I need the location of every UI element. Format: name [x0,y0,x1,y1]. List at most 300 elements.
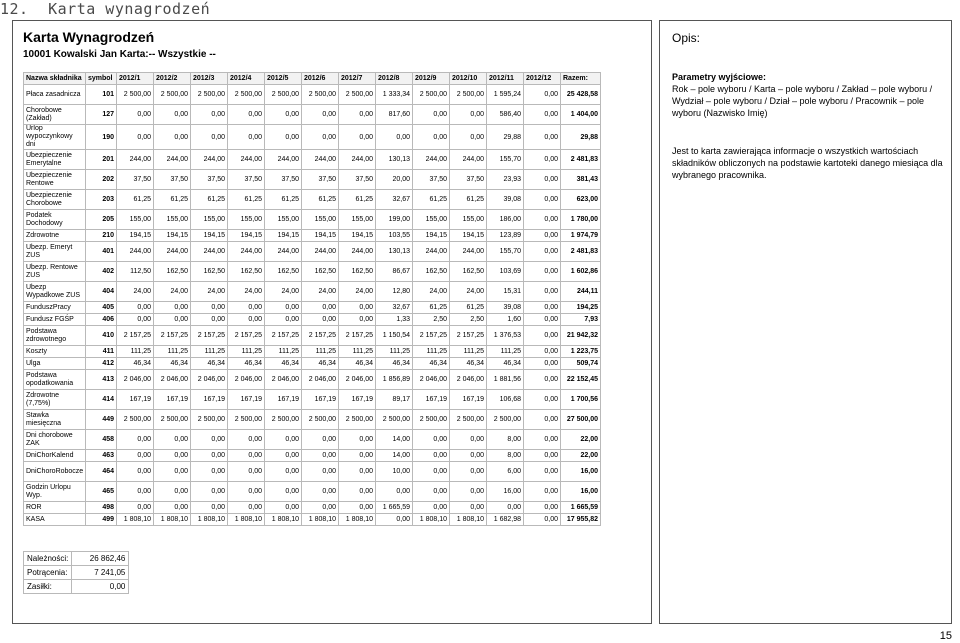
month-value: 0,00 [154,430,191,450]
month-value: 0,00 [524,482,561,502]
month-value: 194,15 [117,230,154,242]
table-row [24,125,601,150]
month-value: 2 157,25 [450,326,487,346]
row-total: 29,88 [561,125,601,150]
month-value: 32,67 [376,190,413,210]
month-value: 46,34 [191,358,228,370]
row-total: 2 481,83 [561,242,601,262]
month-value: 0,00 [524,190,561,210]
month-value: 0,00 [191,125,228,150]
column-header: 2012/10 [450,73,487,85]
params-text: Rok – pole wyboru / Karta – pole wyboru / Zakład – pole wyboru / Wydział – pole wyboru / Dział – pole wyboru / Pracownik – pole wyboru (Nazwisko Imię) [672,84,933,118]
month-value: 111,25 [117,346,154,358]
month-value: 0,00 [265,302,302,314]
month-value: 2 500,00 [154,410,191,430]
month-value: 0,00 [265,482,302,502]
month-value: 37,50 [339,170,376,190]
component-name: DniChorKalend [24,450,86,462]
table-row [24,370,601,390]
month-value: 0,00 [117,482,154,502]
component-symbol: 127 [86,105,117,125]
component-name: Ubezpieczenie Emerytalne [24,150,86,170]
component-name: Płaca zasadnicza [24,85,86,105]
table-header-row [24,73,601,85]
month-value: 162,50 [265,262,302,282]
month-value: 244,00 [228,242,265,262]
month-value: 0,00 [524,170,561,190]
month-value: 2 500,00 [191,85,228,105]
row-total: 25 428,58 [561,85,601,105]
row-total: 17 955,82 [561,514,601,526]
month-value: 0,00 [524,210,561,230]
row-total: 2 481,83 [561,150,601,170]
month-value: 2 500,00 [117,410,154,430]
month-value: 61,25 [339,190,376,210]
column-header: symbol [86,73,117,85]
month-value: 244,00 [191,150,228,170]
component-symbol: 202 [86,170,117,190]
month-value: 24,00 [154,282,191,302]
month-value: 0,00 [339,450,376,462]
month-value: 32,67 [376,302,413,314]
month-value: 817,60 [376,105,413,125]
month-value: 162,50 [339,262,376,282]
month-value: 0,00 [302,502,339,514]
report-frame [12,20,652,624]
month-value: 0,00 [265,450,302,462]
component-name: Ubezp Wypadkowe ZUS [24,282,86,302]
month-value: 1,60 [487,314,524,326]
summary [23,551,129,594]
month-value: 61,25 [450,190,487,210]
column-header: Nazwa składnika [24,73,86,85]
month-value: 0,00 [524,242,561,262]
month-value: 0,00 [265,430,302,450]
month-value: 162,50 [154,262,191,282]
month-value: 167,19 [154,390,191,410]
summary-value: 7 241,05 [72,566,129,580]
summary-label: Zasiłki: [24,580,72,594]
month-value: 155,00 [154,210,191,230]
month-value: 0,00 [117,462,154,482]
month-value: 0,00 [117,125,154,150]
month-value: 0,00 [191,482,228,502]
month-value: 111,25 [376,346,413,358]
month-value: 0,00 [117,502,154,514]
month-value: 46,34 [450,358,487,370]
component-symbol: 404 [86,282,117,302]
month-value: 10,00 [376,462,413,482]
month-value: 123,89 [487,230,524,242]
month-value: 0,00 [524,326,561,346]
month-value: 0,00 [228,314,265,326]
summary-table [23,551,129,594]
month-value: 46,34 [154,358,191,370]
component-name: Podstawa opodatkowania [24,370,86,390]
month-value: 0,00 [524,282,561,302]
table-row [24,450,601,462]
summary-value: 0,00 [72,580,129,594]
table-row [24,242,601,262]
month-value: 194,15 [302,230,339,242]
month-value: 244,00 [413,242,450,262]
section-number: 12. [0,0,29,18]
table-row [24,502,601,514]
month-value: 37,50 [228,170,265,190]
month-value: 244,00 [450,150,487,170]
component-symbol: 498 [86,502,117,514]
component-symbol: 410 [86,326,117,346]
table-row [24,314,601,326]
month-value: 0,00 [265,314,302,326]
month-value: 1 808,10 [191,514,228,526]
component-name: Dni chorobowe ZAK [24,430,86,450]
month-value: 0,00 [376,514,413,526]
row-total: 22,00 [561,450,601,462]
month-value: 2 500,00 [487,410,524,430]
month-value: 0,00 [413,125,450,150]
row-total: 21 942,32 [561,326,601,346]
month-value: 61,25 [302,190,339,210]
row-total: 194,25 [561,302,601,314]
month-value: 103,69 [487,262,524,282]
month-value: 37,50 [191,170,228,190]
month-value: 0,00 [524,85,561,105]
month-value: 1 881,56 [487,370,524,390]
month-value: 29,88 [487,125,524,150]
month-value: 0,00 [191,462,228,482]
month-value: 24,00 [302,282,339,302]
month-value: 0,00 [228,482,265,502]
month-value: 0,00 [413,482,450,502]
month-value: 199,00 [376,210,413,230]
month-value: 0,00 [524,346,561,358]
component-symbol: 406 [86,314,117,326]
month-value: 0,00 [302,482,339,502]
month-value: 2,50 [450,314,487,326]
month-value: 244,00 [265,242,302,262]
component-symbol: 499 [86,514,117,526]
row-total: 1 602,86 [561,262,601,282]
month-value: 167,19 [339,390,376,410]
month-value: 61,25 [191,190,228,210]
month-value: 1 150,54 [376,326,413,346]
month-value: 194,15 [339,230,376,242]
month-value: 24,00 [117,282,154,302]
month-value: 0,00 [228,125,265,150]
month-value: 16,00 [487,482,524,502]
month-value: 0,00 [524,105,561,125]
table-row [24,462,601,482]
month-value: 1 808,10 [450,514,487,526]
month-value: 167,19 [191,390,228,410]
month-value: 37,50 [450,170,487,190]
month-value: 89,17 [376,390,413,410]
month-value: 0,00 [339,462,376,482]
month-value: 0,00 [524,430,561,450]
table-row [24,150,601,170]
month-value: 244,00 [339,242,376,262]
month-value: 1 376,53 [487,326,524,346]
month-value: 111,25 [302,346,339,358]
component-name: Godzin Urlopu Wyp. [24,482,86,502]
month-value: 0,00 [450,430,487,450]
month-value: 2 500,00 [450,410,487,430]
month-value: 244,00 [117,150,154,170]
table-row [24,282,601,302]
month-value: 155,00 [117,210,154,230]
month-value: 0,00 [450,125,487,150]
month-value: 0,00 [450,502,487,514]
params-title: Parametry wyjściowe: [672,72,767,82]
table-row [24,482,601,502]
month-value: 1 595,24 [487,85,524,105]
month-value: 46,34 [487,358,524,370]
month-value: 0,00 [524,358,561,370]
month-value: 586,40 [487,105,524,125]
month-value: 167,19 [302,390,339,410]
month-value: 39,08 [487,302,524,314]
month-value: 14,00 [376,430,413,450]
wages-table [23,72,601,526]
month-value: 2 046,00 [191,370,228,390]
month-value: 0,00 [265,125,302,150]
month-value: 167,19 [117,390,154,410]
month-value: 244,00 [413,150,450,170]
month-value: 2 157,25 [228,326,265,346]
month-value: 2 500,00 [450,85,487,105]
month-value: 2 500,00 [228,410,265,430]
component-name: Podatek Dochodowy [24,210,86,230]
month-value: 2 500,00 [191,410,228,430]
month-value: 24,00 [191,282,228,302]
month-value: 0,00 [339,314,376,326]
month-value: 111,25 [265,346,302,358]
month-value: 244,00 [450,242,487,262]
component-name: ROR [24,502,86,514]
month-value: 0,00 [413,105,450,125]
month-value: 2 157,25 [302,326,339,346]
summary-row [24,580,129,594]
month-value: 61,25 [228,190,265,210]
month-value: 111,25 [191,346,228,358]
month-value: 61,25 [413,302,450,314]
month-value: 155,00 [228,210,265,230]
component-symbol: 402 [86,262,117,282]
row-total: 27 500,00 [561,410,601,430]
month-value: 0,00 [339,502,376,514]
component-symbol: 458 [86,430,117,450]
component-symbol: 464 [86,462,117,482]
report-description: Jest to karta zawierająca informacje o wszystkich wartościach składników obliczonych na podstawie kartoteki danego miesiąca dla wybranego pracownika. [672,146,943,180]
month-value: 1 808,10 [154,514,191,526]
month-value: 1 808,10 [302,514,339,526]
month-value: 46,34 [265,358,302,370]
component-name: Fundusz FGŚP [24,314,86,326]
month-value: 23,93 [487,170,524,190]
component-symbol: 449 [86,410,117,430]
month-value: 244,00 [228,150,265,170]
month-value: 162,50 [302,262,339,282]
component-symbol: 101 [86,85,117,105]
month-value: 46,34 [339,358,376,370]
table-row [24,346,601,358]
month-value: 2 157,25 [413,326,450,346]
description-panel [659,20,952,624]
month-value: 186,00 [487,210,524,230]
month-value: 2 157,25 [117,326,154,346]
row-total: 244,11 [561,282,601,302]
component-name: DniChoroRobocze [24,462,86,482]
month-value: 0,00 [191,302,228,314]
month-value: 61,25 [450,302,487,314]
row-total: 16,00 [561,482,601,502]
table-row [24,410,601,430]
month-value: 0,00 [376,125,413,150]
month-value: 1 808,10 [265,514,302,526]
month-value: 0,00 [413,430,450,450]
month-value: 0,00 [265,462,302,482]
column-header: 2012/9 [413,73,450,85]
month-value: 2 046,00 [265,370,302,390]
component-symbol: 190 [86,125,117,150]
month-value: 111,25 [413,346,450,358]
month-value: 0,00 [302,314,339,326]
component-symbol: 465 [86,482,117,502]
month-value: 162,50 [228,262,265,282]
month-value: 0,00 [413,462,450,482]
summary-row [24,566,129,580]
month-value: 0,00 [228,450,265,462]
component-symbol: 203 [86,190,117,210]
month-value: 46,34 [413,358,450,370]
month-value: 1 808,10 [117,514,154,526]
month-value: 1 682,98 [487,514,524,526]
table-row [24,210,601,230]
month-value: 244,00 [191,242,228,262]
column-header: 2012/12 [524,73,561,85]
month-value: 46,34 [228,358,265,370]
month-value: 194,15 [450,230,487,242]
component-name: Ubezp. Emeryt ZUS [24,242,86,262]
row-total: 22 152,45 [561,370,601,390]
component-name: Ubezpieczenie Rentowe [24,170,86,190]
month-value: 0,00 [154,502,191,514]
month-value: 111,25 [450,346,487,358]
page-header [0,0,210,18]
month-value: 111,25 [487,346,524,358]
month-value: 61,25 [117,190,154,210]
month-value: 61,25 [413,190,450,210]
report-title: Karta Wynagrodzeń [23,29,155,45]
month-value: 167,19 [228,390,265,410]
month-value: 112,50 [117,262,154,282]
month-value: 61,25 [154,190,191,210]
table-row [24,514,601,526]
month-value: 2 046,00 [302,370,339,390]
row-total: 1 974,79 [561,230,601,242]
month-value: 0,00 [302,125,339,150]
row-total: 22,00 [561,430,601,450]
month-value: 0,00 [191,105,228,125]
month-value: 24,00 [265,282,302,302]
opis-label: Opis: [672,31,701,45]
month-value: 2 046,00 [413,370,450,390]
component-name: Koszty [24,346,86,358]
month-value: 0,00 [154,105,191,125]
component-name: KASA [24,514,86,526]
month-value: 0,00 [265,502,302,514]
month-value: 2 500,00 [154,85,191,105]
month-value: 244,00 [117,242,154,262]
month-value: 0,00 [413,502,450,514]
component-symbol: 205 [86,210,117,230]
month-value: 0,00 [154,482,191,502]
month-value: 37,50 [154,170,191,190]
month-value: 2 157,25 [154,326,191,346]
month-value: 2 046,00 [117,370,154,390]
table-row [24,190,601,210]
month-value: 155,00 [191,210,228,230]
month-value: 2 500,00 [117,85,154,105]
month-value: 15,31 [487,282,524,302]
month-value: 167,19 [265,390,302,410]
column-header: 2012/7 [339,73,376,85]
component-name: Urlop wypoczynkowy dni [24,125,86,150]
column-header: 2012/2 [154,73,191,85]
month-value: 2 157,25 [339,326,376,346]
month-value: 0,00 [154,450,191,462]
table-row [24,430,601,450]
month-value: 0,00 [228,302,265,314]
row-total: 1 700,56 [561,390,601,410]
month-value: 155,70 [487,150,524,170]
month-value: 244,00 [302,242,339,262]
month-value: 0,00 [450,462,487,482]
month-value: 2 500,00 [265,410,302,430]
month-value: 12,80 [376,282,413,302]
component-name: Ubezpieczenie Chorobowe [24,190,86,210]
month-value: 86,67 [376,262,413,282]
month-value: 2 500,00 [339,85,376,105]
month-value: 2 157,25 [265,326,302,346]
component-name: Zdrowotne (7,75%) [24,390,86,410]
month-value: 167,19 [413,390,450,410]
month-value: 0,00 [117,450,154,462]
month-value: 0,00 [339,125,376,150]
month-value: 61,25 [265,190,302,210]
row-total: 509,74 [561,358,601,370]
month-value: 244,00 [302,150,339,170]
component-name: Zdrowotne [24,230,86,242]
month-value: 0,00 [117,105,154,125]
month-value: 2 500,00 [302,410,339,430]
month-value: 244,00 [265,150,302,170]
month-value: 130,13 [376,150,413,170]
month-value: 2 500,00 [413,410,450,430]
month-value: 0,00 [524,450,561,462]
component-symbol: 201 [86,150,117,170]
month-value: 2 046,00 [154,370,191,390]
month-value: 162,50 [413,262,450,282]
month-value: 194,15 [154,230,191,242]
month-value: 0,00 [339,430,376,450]
month-value: 167,19 [450,390,487,410]
month-value: 2 500,00 [339,410,376,430]
month-value: 0,00 [191,450,228,462]
month-value: 6,00 [487,462,524,482]
month-value: 0,00 [302,302,339,314]
